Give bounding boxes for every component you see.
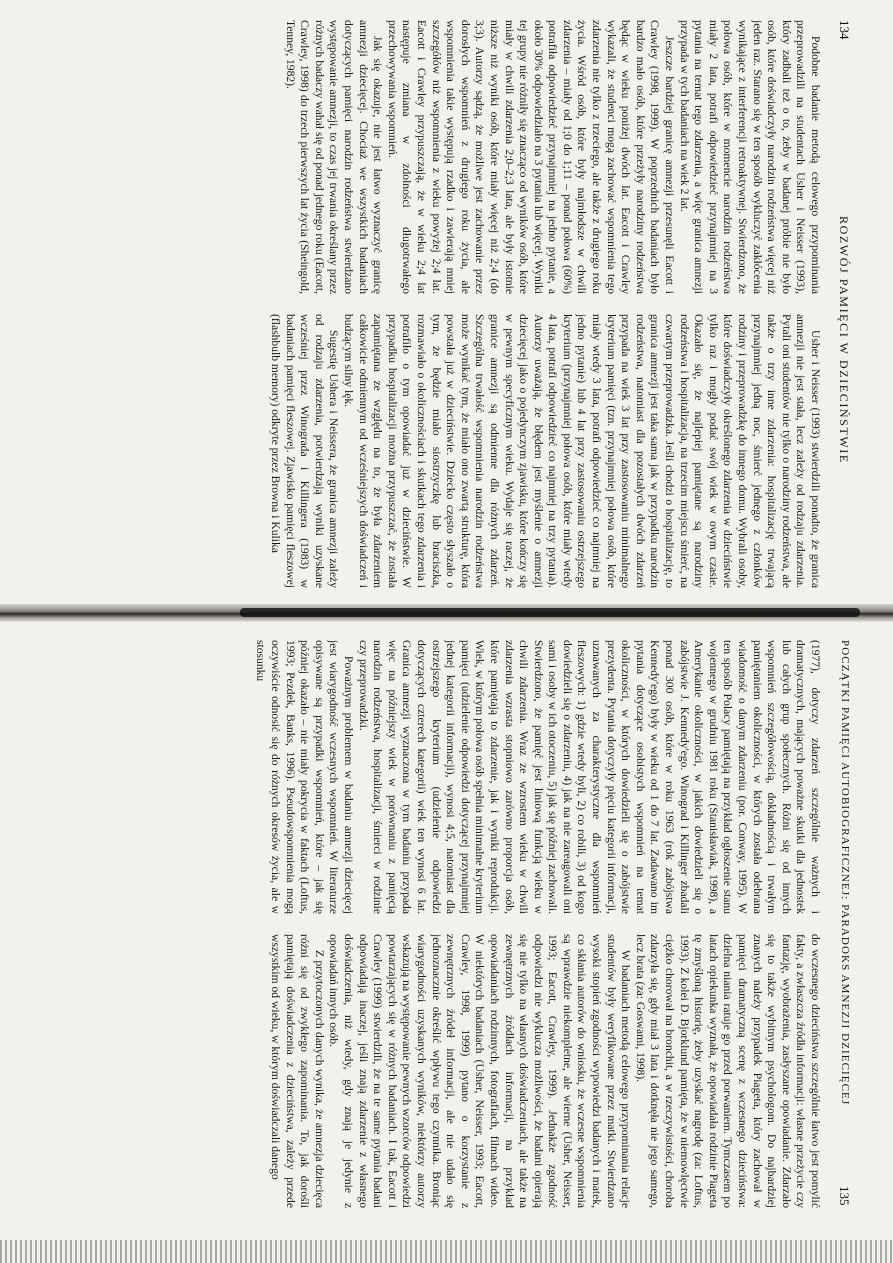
running-head-title: ROZWÓJ PAMIĘCI W DZIECIŃSTWIE (837, 216, 851, 464)
paragraph: W badaniach metodą celowego przypominania relacje studentów były weryfikowane przez matki. Stwierdzano wysoki stopień zgodności wypowiedzi badanych i matek, co skłania autorów do wniosku, że wczesne wspomnienia są wprawdzie niekompletne, ale wierne (Usher, Neisser, 1993; Eacott, Crawley, 1999). Jednakże zgodność odpowiedzi nie wyklucza możliwości, że badani opierają się nie tylko na własnych doświadczeniach, ale także na zewnętrznych źródłach informacji, na przykład opowiadaniach rodzinnych, fotografiach, filmach wideo. W niektórych badaniach (Usher, Neisser, 1993; Eacott, Crawley, 1998, 1999) pytano o korzystanie z zewnętrznych źródeł informacji, ale nie udało się jednoznacznie określić wpływu tego czynnika. Broniąc wiarygodności uzyskanych wyników, niektórzy autorzy wskazują na występowanie pewnych wzorców odpowiedzi powtarzających się w różnych badaniach. I tak, Eacott i Crawley (1999) stwierdzili, że na te same pytania badani odpowiadają inaczej, jeśli znają zdarzenie z własnego doświadczenia, niż wtedy, gdy znają je jedynie z opowiadań innych osób. (327, 934, 633, 1208)
running-head-135 (832, 640, 854, 1210)
text-column-left (42, 20, 822, 294)
text-column-left (42, 640, 822, 914)
paragraph: Poważnym problemem w badaniu amnezji dziecięcej jest wiarygodność wczesnych wspomnień. W literaturze opisywane są przypadki wspomnień, które – jak się później okazało – nie miały pokrycia w faktach (Loftus, 1993; Pezdek, Banks, 1996). Pseudowspomnienia mogą oczywiście odnosić się do różnych okresów życia, ale w stosunku (254, 640, 355, 914)
paragraph: Jak się okazuje, nie jest łatwo wyznaczyć granicę amnezji dziecięcej. Chociaż we wszystkich badaniach dotyczących pamięci narodzin rodzeństwa stwierdzano występowanie amnezji, to czas jej trwania określany przez różnych badaczy wahał się od ponad jednego roku (Eacott, Crawley, 1998) do trzech pierwszych lat życia (Sheingold, Tenney, 1982). (283, 20, 385, 294)
page-135 (34, 640, 854, 1210)
page-number: 134 (837, 20, 852, 40)
paragraph: Podobne badanie metodą celowego przypominania przeprowadzili na studentach Usher i Neisser (1993), który zadbali też o to, żeby w badanej próbie nie było osób, które doświadczyły narodzin rodzeństwa więcej niż jeden raz. Starano się w ten sposób wykluczyć zakłócenia wynikające z interferencji retroaktywnej. Stwierdzono, że połowa osób, które w momencie narodzin rodzeństwa miały 2 lata, potrafi odpowiedzieć przynajmniej na 3 pytania na temat tego zdarzenia, a więc granica amnezji przypada w tych badaniach na wiek 2 lat. (677, 20, 822, 294)
running-head-title: POCZĄTKI PAMIĘCI AUTOBIOGRAFICZNEJ: PARADOKS AMNEZJI DZIECIĘCEJ (839, 640, 851, 1106)
paragraph: Sugestię Ushera i Neissera, że granica amnezji zależy od rodzaju zdarzenia, potwierdzają wyniki uzyskane wcześniej przez Winograda i Killingera (1983) w badaniach pamięci fleszowej. Zjawisko pamięci fleszowej (flashbulb memory) odkryte przez Browna i Kulika (269, 314, 341, 588)
paragraph: Z przytoczonych danych wynika, że amnezja dziecięca różni się od zwykłego zapominania. To, jak dorośli pamiętają doświadczenia z dzieciństwa, zależy przede wszystkim od wieku, w którym doświadczali danego (269, 934, 326, 1208)
running-head-134 (832, 20, 854, 590)
page-134-rotated-content (34, 20, 854, 590)
paragraph: Jeszcze bardziej granicę amnezji przesunęli Eacott i Crawley (1998, 1999). W poprzednich badaniach było bardzo mało osób, które przeżyły narodziny rodzeństwa będąc w wieku poniżej dwóch lat. Eacott i Crawley wykazali, że studenci mogą zachować wspomnienia tego zdarzenia nie tylko z trzeciego, ale także z drugiego roku życia. Wśród osób, które były najmłodsze w chwili zdarzenia – miały od 1;0 do 1;11 – ponad połowa (60%) potrafiła odpowiedzieć przynajmniej na jedno pytanie, a około 30% odpowiedziało na 3 pytania lub więcej. Wyniki tej grupy nie różniły się znacząco od wyników osób, które miały w chwili zdarzenia 2;0–2;3 lata, ale były istotnie niższe niż wyniki osób, które miały więcej niż 2;4 (do 3;3). Autorzy sądzą, że możliwe jest zachowanie przez dorosłych wspomnień z drugiego roku życia, ale wspomnienia takie występują rzadko i zawierają mniej szczegółów niż wspomnienia z wieku powyżej 2;4 lat. Eacott i Crawley przypuszczają, że w wieku 2;4 lat następuje zmiana w zdolności długotrwałego przechowywania wspomnień. (385, 20, 677, 294)
text-column-right (42, 934, 822, 1208)
page-134 (34, 20, 854, 590)
paragraph: do wczesnego dzieciństwa szczególnie łatwo jest pomylić fakty, a zwłaszcza źródła informacji: własne przeżycie czy fantazję, wyobrażenia, zasłyszane opowiadanie. Zdarzało się to także wybitnym psychologom. Do najbardziej znanych należy przypadek Piageta, który zachował w pamięci dramatyczną scenę z wczesnego dzieciństwa: dzielna niania ratuje go przed porwaniem. Tymczasem po latach opiekunka wyznała, że opowiadała rodzinie Piageta tę zmyśloną historię, żeby uzyskać nagrodę (za: Loftus, 1993). Z kolei D. Bjorklund pamięta, że w niemowlęctwie ciężko chorował na bronchit, a w rzeczywistości, chorobа zdarzyła się, gdy miał 3 lata i dotknęła nie jego samego, lecz brata (za: Goswami, 1998). (633, 934, 822, 1208)
page-number: 135 (837, 1186, 852, 1206)
paragraph: Usher i Neisser (1993) stwierdzili ponadto, że granica amnezji nie jest stała, lecz zależy od rodzaju zdarzenia. Pytali oni studentów nie tylko o narodziny rodzeństwa, ale także o trzy inne zdarzenia: hospitalizację trwającą przynajmniej jedną noc, śmierć jednego z członków rodziny i przeprowadzkę do innego domu. Wybrali osoby, które doświadczyły określonego zdarzenia w dzieciństwie tylko raz i mogły podać swój wiek w owym czasie. Okazało się, że najlepiej pamiętane są narodziny rodzeństwa i hospitalizacja, na trzecim miejscu śmierć, na czwartym przeprowadzka. Jeśli chodzi o hospitalizację, to granica amnezji jest taka sama jak w przypadku narodzin rodzeństwa, natomiast dla pozostałych dwóch zdarzeń przypada na wiek 3 lat przy zastosowaniu minimalnego kryterium pamięci (tzn. przynajmniej połowa osób, które miały wtedy 3 lata, potrafi odpowiedzieć co najmniej na jedno pytanie) lub 4 lat przy zastosowaniu ostrzejszego kryterium (przynajmniej połowa osób, które miały wtedy 4 lata, potrafi odpowiedzieć co najmniej na trzy pytania). Autorzy uważają, że błędem jest myślenie o amnezji dziecięcej jako o pojedynczym zjawisku, które kończy się w pewnym specyficznym wieku. Wydaje się raczej, że granice amnezji są odmienne dla różnych zdarzeń. Szczególna trwałość wspomnienia narodzin rodzeństwa może wynikać tym, że miało ono zwartą strukturę, która powstała już w dzieciństwie. Dziecko często słyszało o tym, że będzie miało siostrzyczkę lub braciszka, rozmawiało o okolicznościach i skutkach tego zdarzenia i potrafiło o tym opowiadać już w dzieciństwie. W przypadku hospitalizacji można przypuszczać, że została zapamiętana ze względu na to, że była zdarzeniem całkowicie odmiennym od wcześniejszych doświadczeń i budzącym silny lęk. (342, 314, 822, 588)
text-column-right (42, 314, 822, 588)
page-135-rotated-content (34, 640, 854, 1210)
paragraph: (1977), dotyczy zdarzeń szczególnie ważnych i dramatycznych, mających poważne skutki dla jednostek lub całych grup społecznych. Różni się od innych wspomnień szczegółowością, dokładnością i trwałym pamiętaniem okoliczności, w których została odebrana wiadomość o danym zdarzeniu (por. Conway, 1995). W ten sposób Polacy pamiętają na przykład ogłoszenie stanu wojennego w grudniu 1981 roku (Stanisławiak, 1998), a Amerykanie okoliczności, w jakich dowiedzieli się o zabójstwie J. Kennedy'ego. Winograd i Killinger zbadali ponad 300 osób, które w roku 1963 (rok zabójstwa Kennedy'ego) były w wieku od 1 do 7 lat. Zadawano im pytania dotyczące osobistych wspomnień na temat okoliczności, w których dowiedzieli się o zabójstwie prezydenta. Pytania dotyczyły pięciu kategorii informacji, uznawanych za charakterystyczne dla wspomnień fleszowych: 1) gdzie wtedy byli, 2) co robili, 3) od kogo dowiedzieli się o zdarzeniu, 4) jak na nie zareagowali oni sami i osoby w ich otoczeniu, 5) jak się później zachowali. Stwierdzono, że pamięć jest liniową funkcją wieku w chwili zdarzenia. Wraz ze wzrostem wieku w chwili zdarzenia wzrasta stopniowo zarówno proporcja osób, które pamiętają to zdarzenie, jak i wyniki reprodukcji. Wiek, w którym połowa osób spełnia minimalne kryterium pamięci (udzielenie odpowiedzi dotyczącej przynajmniej jednej kategorii informacji), wynosi 4;5, natomiast dla ostrzejszego kryterium (udzielenie odpowiedzi dotyczących czterech kategorii) wiek ten wynosi 6 lat. Granica amnezji wyznaczona w tym badaniu przypada więc na późniejszy wiek w porównaniu z pamięcią narodzin rodzeństwa, hospitalizacji, śmierci w rodzinie czy przeprowadzki. (356, 640, 822, 914)
scan-edge-noise (0, 1240, 893, 1263)
gutter-shadow (240, 608, 860, 617)
